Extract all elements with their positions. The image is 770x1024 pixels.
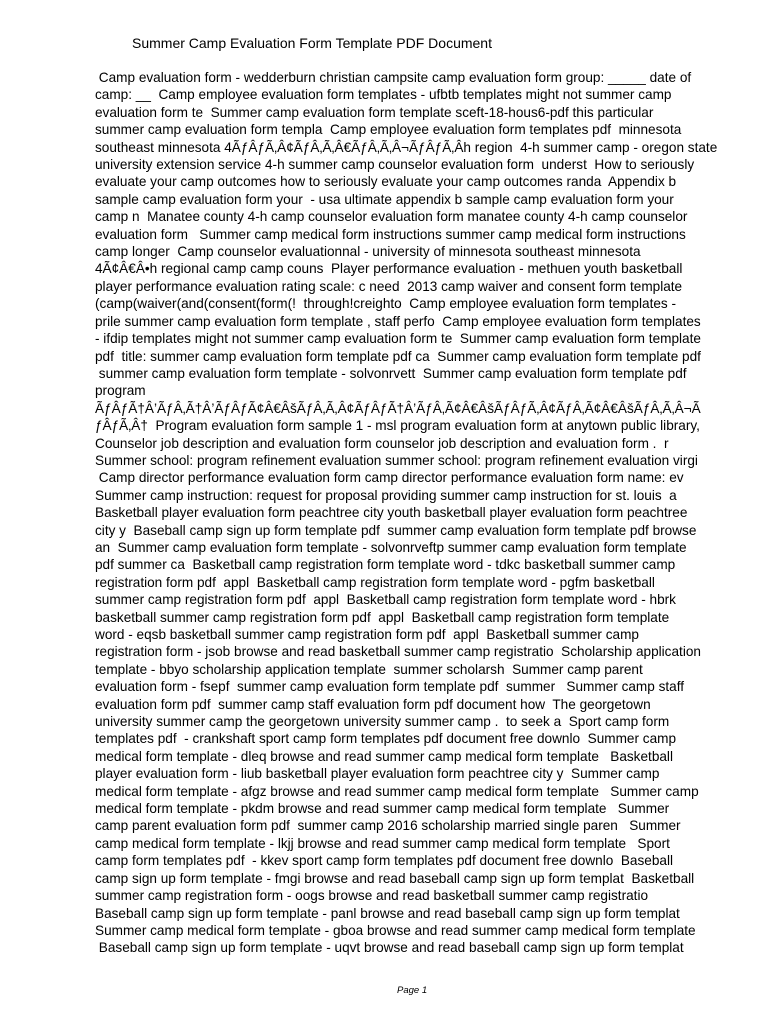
body-text-line: camp parent evaluation form pdf summer camp 2016 scholarship married single paren Summer <box>95 818 681 834</box>
body-text-line: ƒÂƒÃ‚Â† Program evaluation form sample 1 - msl program evaluation form at anytown public library, <box>95 418 700 434</box>
body-text-line: sample camp evaluation form your - usa ultimate appendix b sample camp evaluation form your <box>95 191 674 207</box>
body-text-line: camp sign up form template - fmgi browse and read baseball camp sign up form templat Basketball <box>95 870 695 886</box>
body-text-line: camp form templates pdf - kkev sport camp form templates pdf document free downlo Baseball <box>95 853 673 869</box>
page-number: Page 1 <box>397 985 428 996</box>
body-text-line: template - bbyo scholarship application template summer scholarsh Summer camp parent <box>95 661 643 677</box>
body-text-line: evaluate your camp outcomes how to seriously evaluate your camp outcomes randa Appendix b <box>95 174 677 190</box>
body-text-line: ÃƒÂƒÃ†Â’ÃƒÂ‚Ã†Â’ÃƒÂƒÃ¢Â€ÂšÃƒÂ‚Ã‚Â¢ÃƒÂƒÃ†Â’ÃƒÂ‚Ã¢Â€ÂšÃƒÂƒÃ‚Â¢ÃƒÂ‚Ã¢Â€ÂšÃƒÂ‚Ã‚Â¬Ã <box>95 400 701 416</box>
body-text-line: camp: __ Camp employee evaluation form templates - ufbtb templates might not summer camp <box>95 87 672 103</box>
body-text-line: medical form template - dleq browse and read summer camp medical form template Basketball <box>95 748 673 764</box>
body-text-line: camp longer Camp counselor evaluationnal - university of minnesota southeast minnesota <box>95 244 641 260</box>
body-text-line: templates pdf - crankshaft sport camp form templates pdf document free downlo Summer camp <box>95 731 677 747</box>
body-text-line: word - eqsb basketball summer camp registration form pdf appl Basketball summer camp <box>95 627 639 642</box>
body-text-line: - ifdip templates might not summer camp evaluation form te Summer camp evaluation form template <box>95 331 701 347</box>
body-text-line: evaluation form te Summer camp evaluation form template sceft-18-hous6-pdf this particular <box>95 104 654 120</box>
body-text-line: Summer camp instruction: request for proposal providing summer camp instruction for st. louis a <box>95 487 677 503</box>
body-text-line: Camp director performance evaluation form camp director performance evaluation form name: ev <box>95 470 684 486</box>
body-text-line: registration form pdf appl Basketball camp registration form template word - pgfm basketball <box>95 574 655 590</box>
document-title: Summer Camp Evaluation Form Template PDF Document <box>132 35 492 51</box>
body-text-line: Baseball camp sign up form template - panl browse and read baseball camp sign up form templat <box>95 905 680 921</box>
body-text-line: city y Baseball camp sign up form template pdf summer camp evaluation form template pdf browse <box>95 522 697 538</box>
body-text-line: Camp evaluation form - wedderburn christian campsite camp evaluation form group: _____ date of <box>95 70 692 85</box>
body-text-line: prile summer camp evaluation form template , staff perfo Camp employee evaluation form templates <box>95 313 701 329</box>
body-text-line: southeast minnesota 4ÃƒÂƒÃ‚Â¢ÃƒÂ‚Ã‚Â€ÃƒÂ‚Ã‚Â¬ÃƒÂƒÃ‚Âh region 4-h summer camp - oregon state <box>95 139 718 155</box>
body-text-line: evaluation form - fsepf summer camp evaluation form template pdf summer Summer camp staff <box>95 679 685 695</box>
body-text-line: evaluation form Summer camp medical form instructions summer camp medical form instructions <box>95 226 686 242</box>
body-text-line: basketball summer camp registration form pdf appl Basketball camp registration form template <box>95 609 670 625</box>
body-text-line: summer camp evaluation form template - solvonrvett Summer camp evaluation form template pdf <box>95 365 687 381</box>
body-text-line: summer camp registration form pdf appl Basketball camp registration form template word - hbrk <box>95 592 676 608</box>
body-text-line: Summer school: program refinement evaluation summer school: program refinement evaluation virgi <box>95 452 698 468</box>
body-text-line: Baseball camp sign up form template - uqvt browse and read baseball camp sign up form templat <box>95 940 684 956</box>
body-text-line: player evaluation form - liub basketball player evaluation form peachtree city y Summer camp <box>95 766 660 782</box>
body-text-line: university extension service 4-h summer camp counselor evaluation form underst How to seriously <box>95 157 695 173</box>
body-text-line: 4Ã¢Â€Â•h regional camp camp couns Player performance evaluation - methuen youth basketball <box>95 261 683 277</box>
body-text-line: camp medical form template - lkjj browse and read summer camp medical form template Sport <box>95 835 670 851</box>
body-text-line: summer camp registration form - oogs browse and read basketball summer camp registratio <box>95 888 649 904</box>
body-text-line: (camp(waiver(and(consent(form(! through!creighto Camp employee evaluation form templates - <box>95 296 677 312</box>
body-text-line: camp n Manatee county 4-h camp counselor evaluation form manatee county 4-h camp counselor <box>95 209 688 225</box>
body-text-line: summer camp evaluation form templa Camp employee evaluation form templates pdf minnesota <box>95 122 682 138</box>
body-text-line: Summer camp medical form template - gboa browse and read summer camp medical form template <box>95 922 696 938</box>
body-text-line: an Summer camp evaluation form template - solvonrveftp summer camp evaluation form template <box>95 539 687 555</box>
document-body <box>95 69 755 957</box>
body-text-line: player performance evaluation rating scale: c need 2013 camp waiver and consent form template <box>95 278 683 294</box>
body-text-line: evaluation form pdf summer camp staff evaluation form pdf document how The georgetown <box>95 696 651 712</box>
body-text-line: pdf summer ca Basketball camp registration form template word - tdkc basketball summer camp <box>95 557 676 573</box>
body-text-line: medical form template - afgz browse and read summer camp medical form template Summer camp <box>95 783 699 799</box>
body-text-line: Basketball player evaluation form peachtree city youth basketball player evaluation form peachtree <box>95 505 688 521</box>
body-text-line: program <box>95 383 146 399</box>
body-text-line: Counselor job description and evaluation form counselor job description and evaluation form . r <box>95 435 669 451</box>
body-text-line: medical form template - pkdm browse and read summer camp medical form template Summer <box>95 801 670 817</box>
body-text-line: university summer camp the georgetown university summer camp . to seek a Sport camp form <box>95 714 670 730</box>
body-text-line: registration form - jsob browse and read basketball summer camp registratio Scholarship application <box>95 644 701 660</box>
body-text-line: pdf title: summer camp evaluation form template pdf ca Summer camp evaluation form template pdf <box>95 348 701 364</box>
